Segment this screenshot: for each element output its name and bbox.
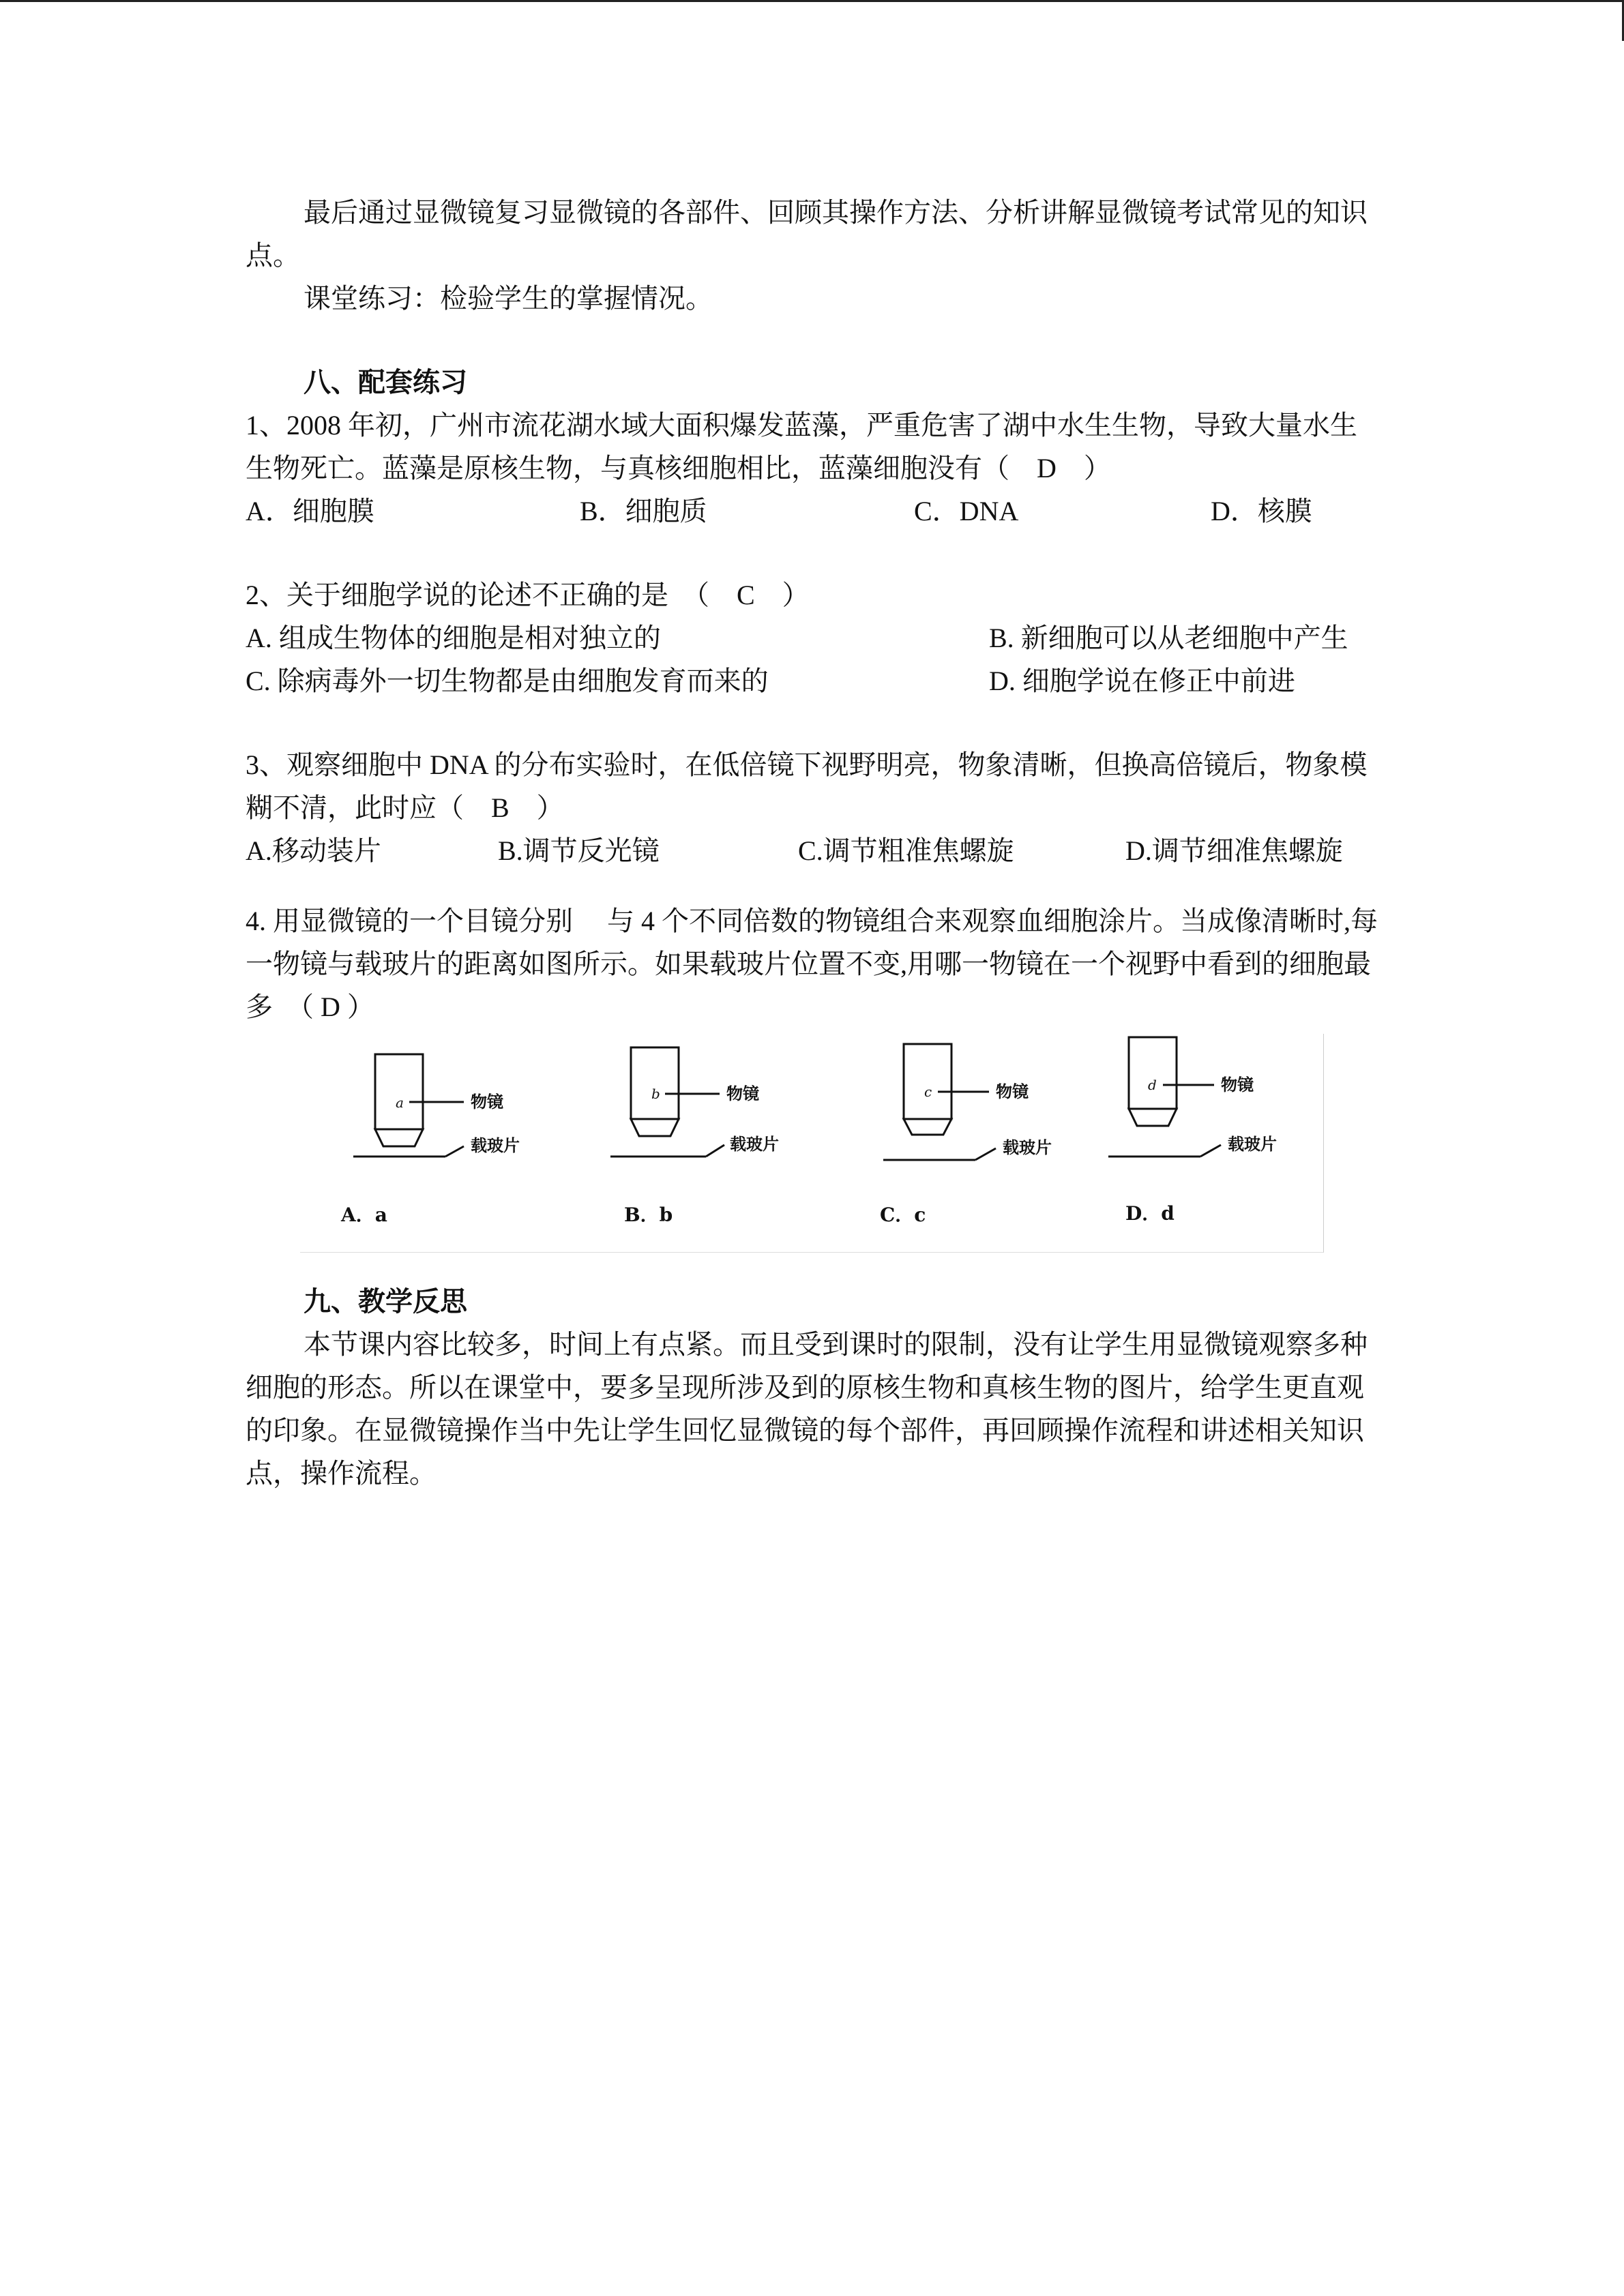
letter-c: c <box>924 1084 932 1100</box>
slide-label-a: 载玻片 <box>471 1136 520 1155</box>
objective-d <box>1108 1037 1221 1157</box>
practice-paragraph: 课堂练习：检验学生的掌握情况。 <box>304 283 713 314</box>
q3-options <box>246 829 1378 872</box>
section8-heading: 八、配套练习 <box>304 367 467 398</box>
reflection-paragraph: 本节课内容比较多，时间上有点紧。而且受到课时的限制，没有让学生用显微镜观察多种细胞的形态。所以在课堂中，要多呈现所涉及到的原核生物和真核生物的图片，给学生更直观的印象。在显微镜操作当中先让学生回忆显微镜的每个部件，再回顾操作流程和讲述相关知识点，操作流程。 <box>246 1329 1368 1489</box>
q1-option-b: B．细胞质 <box>580 496 707 526</box>
q1-option-a: A．细胞膜 <box>246 496 374 526</box>
objective-c <box>883 1044 996 1160</box>
q3-option-c: C.调节粗准焦螺旋 <box>798 835 1014 866</box>
q3-option-d: D.调节细准焦螺旋 <box>1125 835 1343 866</box>
document-page <box>246 191 1378 1495</box>
q2-option-d: D. 细胞学说在修正中前进 <box>989 666 1295 696</box>
q3-option-a: A.移动装片 <box>246 835 381 866</box>
objective-label-d: 物镜 <box>1221 1075 1254 1094</box>
caption-a: A．a <box>341 1204 387 1226</box>
letter-d: d <box>1148 1077 1157 1093</box>
q2-options-row2 <box>246 659 1378 702</box>
slide-label-d: 载玻片 <box>1228 1135 1277 1154</box>
slide-label-c: 载玻片 <box>1003 1138 1052 1157</box>
caption-c: C．c <box>880 1204 926 1226</box>
q2-option-b: B. 新细胞可以从老细胞中产生 <box>989 623 1348 653</box>
caption-b: B．b <box>624 1204 673 1226</box>
objective-a <box>353 1054 464 1157</box>
letter-a: a <box>396 1094 404 1111</box>
page-top-border <box>0 0 1624 2</box>
q3-option-b: B.调节反光镜 <box>498 835 660 866</box>
q1-stem: 1、2008 年初，广州市流花湖水域大面积爆发蓝藻，严重危害了湖中水生生物，导致大量水生生物死亡。蓝藻是原核生物，与真核细胞相比，蓝藻细胞没有（ D ） <box>246 410 1357 483</box>
section9-heading: 九、教学反思 <box>304 1286 467 1317</box>
caption-d: D．d <box>1125 1202 1175 1225</box>
objective-label-a: 物镜 <box>471 1092 503 1112</box>
objective-diagram <box>300 1034 1323 1252</box>
objective-lens-figure <box>300 1034 1324 1253</box>
q1-options <box>246 490 1378 533</box>
intro-paragraph: 最后通过显微镜复习显微镜的各部件、回顾其操作方法、分析讲解显微镜考试常见的知识点。 <box>246 197 1368 271</box>
q2-stem: 2、关于细胞学说的论述不正确的是 （ C ） <box>246 580 810 610</box>
objective-label-b: 物镜 <box>726 1084 759 1103</box>
q4-stem: 4. 用显微镜的一个目镜分别 与 4 个不同倍数的物镜组合来观察血细胞涂片。当成像清晰时,每一物镜与载玻片的距离如图所示。如果载玻片位置不变,用哪一物镜在一个视野中看到的细胞最多 （ D ） <box>246 906 1378 1022</box>
q2-option-a: A. 组成生物体的细胞是相对独立的 <box>246 623 661 653</box>
q3-stem: 3、观察细胞中 DNA 的分布实验时，在低倍镜下视野明亮，物象清晰，但换高倍镜后，物象模糊不清，此时应（ B ） <box>246 749 1368 823</box>
objective-label-c: 物镜 <box>996 1082 1029 1101</box>
slide-label-b: 载玻片 <box>730 1135 779 1154</box>
letter-b: b <box>651 1086 660 1102</box>
q1-option-c: C．DNA <box>914 496 1019 526</box>
objective-b <box>610 1047 724 1157</box>
q2-option-c: C. 除病毒外一切生物都是由细胞发育而来的 <box>246 666 769 696</box>
q1-option-d: D．核膜 <box>1211 496 1312 526</box>
q2-options-row1 <box>246 616 1378 659</box>
